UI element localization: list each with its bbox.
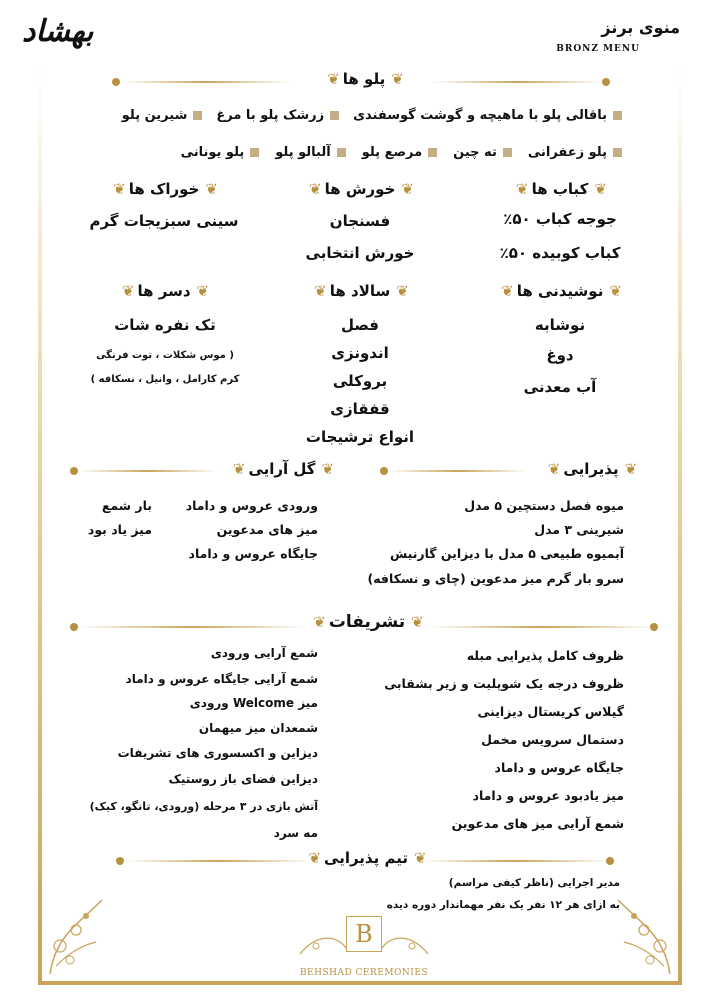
salad-item-2: اندونزی <box>331 344 389 362</box>
ornament-icon: ❦ <box>308 849 319 867</box>
drinks-title: نوشیدنی ها <box>516 282 604 300</box>
reception-dot <box>380 467 388 475</box>
ornament-icon: ❦ <box>624 460 635 478</box>
ornament-icon: ❦ <box>516 180 526 198</box>
rice-dot-right <box>602 78 610 86</box>
team-item-2: به ازای هر ۱۲ نفر یک نفر مهماندار دوره دیده <box>386 899 620 911</box>
ornament-icon: ❦ <box>121 282 132 300</box>
list-item: پلو یونانی <box>181 145 260 160</box>
flowers-heading <box>222 460 342 478</box>
rice-title: پلو ها <box>342 70 386 88</box>
ceremonies-left-3: میز Welcome ورودی <box>189 696 318 710</box>
rice-dot-left <box>112 78 120 86</box>
flowers-col1-item-3: جایگاه عروس و داماد <box>188 546 318 561</box>
stew-heading <box>290 180 430 198</box>
stew-item-1: فسنجان <box>329 212 391 230</box>
list-item: پلو زعفرانی <box>528 145 622 160</box>
flowers-divider <box>78 470 218 472</box>
team-divider-right <box>420 860 610 862</box>
rice-divider-right <box>432 81 602 83</box>
corner-ornament-right-icon <box>614 896 674 978</box>
ceremonies-left-4: شمعدان میز میهمان <box>198 721 318 735</box>
salad-item-4: قفقازی <box>330 400 390 418</box>
list-item: مرصع پلو <box>362 145 437 160</box>
dessert-sub-1: ( موس شکلات ، توت فرنگی <box>96 350 234 361</box>
flowers-dot <box>70 467 78 475</box>
ceremonies-left-7: آتش بازی در ۳ مرحله (ورودی، تانگو، کیک) <box>89 800 318 813</box>
ornament-icon: ❦ <box>411 613 421 631</box>
drinks-heading <box>480 282 640 300</box>
rice-heading <box>296 70 432 88</box>
ornament-icon: ❦ <box>391 70 401 88</box>
reception-heading <box>532 460 650 478</box>
ornament-icon: ❦ <box>327 70 337 88</box>
footer-brand: BEHSHAD CEREMONIES <box>299 968 429 978</box>
reception-divider <box>388 470 528 472</box>
ceremonies-right-6: میز یادبود عروس و داماد <box>472 788 624 803</box>
flowers-col2-item-2: میز یاد بود <box>87 522 152 537</box>
drinks-item-3: آب معدنی <box>523 378 597 396</box>
rice-row-1 <box>122 108 622 123</box>
dessert-sub-2: کرم کارامل ، وانیل ، نسکافه ) <box>90 374 240 385</box>
frame-left <box>38 66 42 984</box>
food-title: خوراک ها <box>128 180 200 198</box>
ceremonies-right-1: ظروف کامل پذیرایی مبله <box>466 648 624 663</box>
logo: بهشاد <box>22 14 94 49</box>
ornament-icon: ❦ <box>594 180 604 198</box>
dessert-title: دسر ها <box>137 282 191 300</box>
ornament-icon: ❦ <box>401 180 411 198</box>
footer-logo <box>296 914 432 982</box>
ceremonies-heading <box>306 612 428 632</box>
ceremonies-left-6: دیزاین فضای باز روستیک <box>168 772 318 786</box>
reception-item-3: آبمیوه طبیعی ۵ مدل با دیزاین گارنیش <box>389 546 624 561</box>
ceremonies-right-5: جایگاه عروس و داماد <box>494 760 624 775</box>
ceremonies-divider-left <box>78 626 306 628</box>
kebab-item-2: کباب کوبیده ۵۰٪ <box>499 244 621 262</box>
ceremonies-left-1: شمع آرایی ورودی <box>210 646 318 660</box>
ceremonies-dot-left <box>70 623 78 631</box>
stew-item-2: خورش انتخابی <box>305 244 415 262</box>
team-dot-left <box>116 857 124 865</box>
ceremonies-left-2: شمع آرایی جایگاه عروس و داماد <box>125 672 318 686</box>
list-item: زرشک پلو با مرغ <box>216 108 339 123</box>
ornament-icon: ❦ <box>321 460 332 478</box>
flowers-title: گل آرایی <box>248 460 316 478</box>
flowers-col2-item-1: بار شمع <box>101 498 152 513</box>
ceremonies-right-2: ظروف درجه یک شوپلیت و زیر بشقابی <box>384 676 624 691</box>
team-title: تیم پذیرایی <box>324 849 408 867</box>
ceremonies-divider-right <box>428 626 656 628</box>
ornament-icon: ❦ <box>309 180 319 198</box>
kebab-title: کباب ها <box>531 180 589 198</box>
footer-monogram: B <box>355 920 373 948</box>
kebab-item-1: جوجه کباب ۵۰٪ <box>503 210 617 228</box>
ornament-icon: ❦ <box>113 180 123 198</box>
reception-title: پذیرایی <box>563 460 619 478</box>
ceremonies-right-7: شمع آرایی میز های مدعوین <box>451 816 624 831</box>
salad-title: سالاد ها <box>329 282 391 300</box>
ornament-icon: ❦ <box>413 849 424 867</box>
flowers-col1-item-1: ورودی عروس و داماد <box>185 498 318 513</box>
ornament-icon: ❦ <box>314 282 324 300</box>
kebab-heading <box>490 180 630 198</box>
ornament-icon: ❦ <box>196 282 207 300</box>
ceremonies-right-4: دستمال سرویس مخمل <box>481 732 624 747</box>
drinks-item-2: دوغ <box>546 346 574 364</box>
drinks-item-1: نوشابه <box>534 316 586 334</box>
reception-item-2: شیرینی ۳ مدل <box>534 522 624 537</box>
ornament-icon: ❦ <box>313 613 323 631</box>
food-heading <box>94 180 234 198</box>
menu-title: منوی برنز <box>601 18 680 37</box>
ceremonies-dot-right <box>650 623 658 631</box>
reception-item-4: سرو بار گرم میز مدعوین (چای و نسکافه) <box>367 571 624 586</box>
ornament-icon: ❦ <box>501 282 511 300</box>
ceremonies-right-3: گیلاس کریستال دیزاینی <box>477 704 624 719</box>
ornament-icon: ❦ <box>609 282 619 300</box>
salad-item-5: انواع ترشیجات <box>305 428 415 446</box>
frame-right <box>678 66 682 984</box>
salad-heading <box>290 282 430 300</box>
footer-monogram-box <box>346 916 382 952</box>
reception-item-1: میوه فصل دستچین ۵ مدل <box>464 498 624 513</box>
dessert-heading <box>94 282 234 300</box>
team-heading <box>308 849 424 867</box>
list-item: باقالی پلو با ماهیچه و گوشت گوسفندی <box>353 108 622 123</box>
salad-item-3: بروکلی <box>332 372 388 390</box>
ceremonies-title: تشریفات <box>328 612 406 632</box>
team-dot-right <box>606 857 614 865</box>
list-item: آلبالو پلو <box>275 145 345 160</box>
team-item-1: مدیر اجرایی (ناظر کیفی مراسم) <box>448 877 620 889</box>
stew-title: خورش ها <box>324 180 396 198</box>
flowers-col1-item-2: میز های مدعوین <box>216 522 318 537</box>
list-item: ته چین <box>453 145 512 160</box>
ornament-icon: ❦ <box>205 180 215 198</box>
dessert-main: تک نفره شات <box>114 316 216 334</box>
food-item-1: سینی سبزیجات گرم <box>89 212 239 230</box>
rice-row-2 <box>181 145 622 160</box>
rice-divider-left <box>120 81 290 83</box>
list-item: شیرین پلو <box>122 108 203 123</box>
ornament-icon: ❦ <box>547 460 558 478</box>
team-divider-left <box>124 860 312 862</box>
ornament-icon: ❦ <box>396 282 406 300</box>
ornament-icon: ❦ <box>232 460 243 478</box>
ceremonies-left-5: دیزاین و اکسسوری های تشریفات <box>117 746 318 760</box>
corner-ornament-left-icon <box>46 896 106 978</box>
ceremonies-left-8: مه سرد <box>273 826 318 840</box>
menu-title-en: BRONZ MENU <box>556 44 640 54</box>
salad-item-1: فصل <box>341 316 379 334</box>
